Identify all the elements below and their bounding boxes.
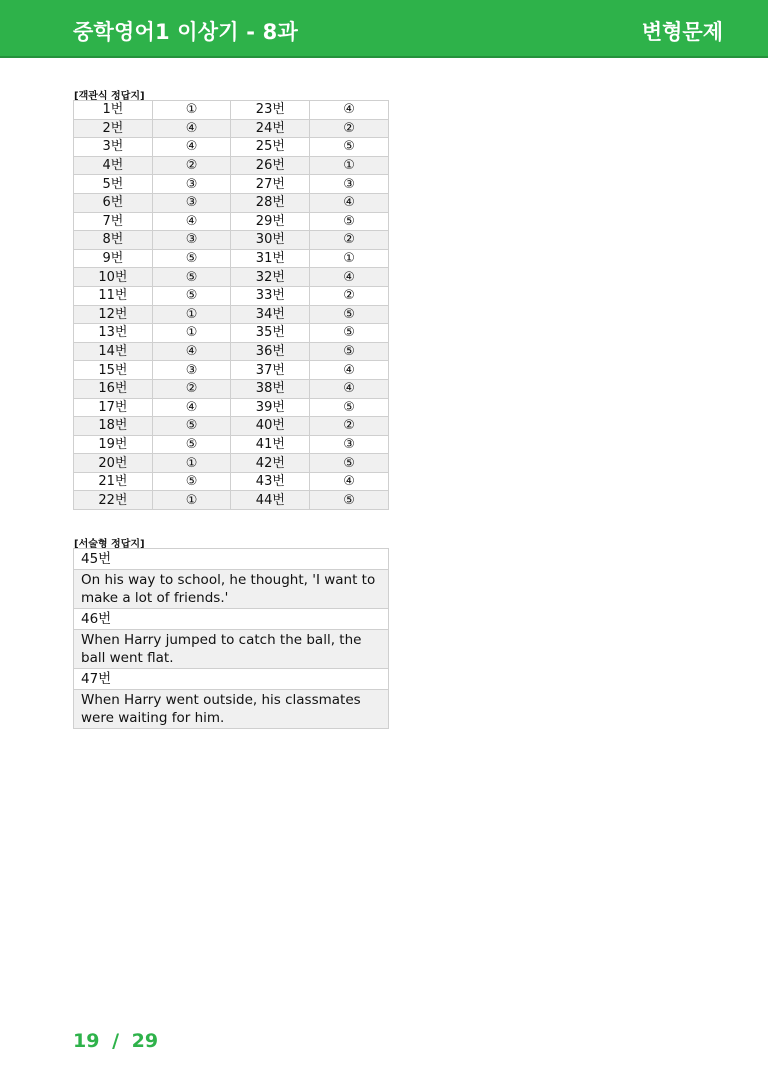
circled-number: ⑤	[343, 399, 355, 415]
answer-choice	[152, 379, 231, 398]
circled-number: ④	[185, 399, 198, 415]
answer-choice	[152, 101, 231, 120]
circled-number: ④	[185, 120, 198, 136]
essay-answer-text: On his way to school, he thought, 'I want to make a lot of friends.'	[74, 570, 389, 609]
answer-choice	[310, 342, 389, 361]
answer-choice	[152, 491, 231, 510]
circled-number: ④	[185, 139, 198, 155]
circled-number: ④	[343, 102, 355, 118]
answer-choice	[152, 175, 231, 194]
circled-number: ⑤	[343, 306, 355, 322]
table-row	[74, 101, 389, 120]
answer-choice	[152, 342, 231, 361]
answer-choice	[310, 472, 389, 491]
circled-number: ③	[185, 176, 198, 192]
essay-section-label: [서술형 정답지]	[74, 539, 145, 550]
circled-number: ⑤	[343, 344, 355, 360]
question-number: 26번	[231, 156, 310, 175]
table-row	[74, 435, 389, 454]
question-number: 42번	[231, 454, 310, 473]
circled-number: ⑤	[343, 455, 355, 471]
answer-choice	[310, 175, 389, 194]
circled-number: ④	[185, 213, 198, 229]
circled-number: ④	[185, 344, 198, 360]
page-current: 19	[73, 1030, 100, 1052]
answer-choice	[152, 472, 231, 491]
answer-choice	[152, 212, 231, 231]
answer-choice	[310, 156, 389, 175]
table-row	[74, 193, 389, 212]
answer-choice	[310, 138, 389, 157]
circled-number: ③	[343, 436, 355, 452]
answer-choice	[152, 324, 231, 343]
table-row	[74, 342, 389, 361]
question-number: 23번	[231, 101, 310, 120]
question-number: 9번	[74, 249, 153, 268]
circled-number: ④	[343, 381, 355, 397]
essay-question-row	[74, 609, 389, 630]
answer-choice	[310, 417, 389, 436]
question-number: 12번	[74, 305, 153, 324]
answer-choice	[152, 119, 231, 138]
answer-choice	[310, 398, 389, 417]
question-number: 19번	[74, 435, 153, 454]
question-number: 41번	[231, 435, 310, 454]
question-number: 22번	[74, 491, 153, 510]
question-number: 16번	[74, 379, 153, 398]
circled-number: ①	[185, 102, 198, 118]
essay-question-number: 46번	[74, 609, 389, 630]
question-number: 38번	[231, 379, 310, 398]
table-row	[74, 491, 389, 510]
question-number: 13번	[74, 324, 153, 343]
answer-choice	[152, 156, 231, 175]
table-row	[74, 324, 389, 343]
page-number	[73, 1030, 158, 1052]
circled-number: ①	[185, 306, 198, 322]
header-bar	[0, 0, 768, 58]
circled-number: ④	[343, 474, 355, 490]
answer-choice	[310, 119, 389, 138]
answer-choice	[152, 138, 231, 157]
table-row	[74, 175, 389, 194]
answer-choice	[310, 249, 389, 268]
question-number: 15번	[74, 361, 153, 380]
answer-choice	[152, 361, 231, 380]
answer-choice	[152, 286, 231, 305]
circled-number: ②	[343, 288, 355, 304]
table-row	[74, 398, 389, 417]
circled-number: ②	[343, 120, 355, 136]
question-number: 27번	[231, 175, 310, 194]
question-number: 39번	[231, 398, 310, 417]
question-number: 7번	[74, 212, 153, 231]
answer-choice	[152, 454, 231, 473]
essay-answer-row	[74, 630, 389, 669]
answer-choice	[310, 305, 389, 324]
question-number: 36번	[231, 342, 310, 361]
circled-number: ③	[185, 232, 198, 248]
circled-number: ③	[343, 176, 355, 192]
question-number: 43번	[231, 472, 310, 491]
circled-number: ②	[185, 381, 198, 397]
question-number: 37번	[231, 361, 310, 380]
mc-section-label: [객관식 정답지]	[74, 91, 145, 102]
essay-question-row	[74, 669, 389, 690]
circled-number: ①	[343, 158, 355, 174]
table-row	[74, 231, 389, 250]
question-number: 40번	[231, 417, 310, 436]
table-row	[74, 268, 389, 287]
answer-choice	[310, 286, 389, 305]
table-row	[74, 472, 389, 491]
circled-number: ⑤	[185, 251, 198, 267]
answer-choice	[310, 101, 389, 120]
table-row	[74, 286, 389, 305]
essay-question-number: 47번	[74, 669, 389, 690]
essay-answer-row	[74, 570, 389, 609]
document-type-label: 변형문제	[641, 20, 723, 44]
circled-number: ②	[185, 158, 198, 174]
answer-choice	[152, 193, 231, 212]
question-number: 33번	[231, 286, 310, 305]
answer-choice	[310, 454, 389, 473]
answer-choice	[310, 361, 389, 380]
answer-choice	[310, 324, 389, 343]
circled-number: ⑤	[185, 436, 198, 452]
question-number: 17번	[74, 398, 153, 417]
table-row	[74, 156, 389, 175]
circled-number: ⑤	[343, 213, 355, 229]
question-number: 32번	[231, 268, 310, 287]
question-number: 29번	[231, 212, 310, 231]
table-row	[74, 138, 389, 157]
circled-number: ②	[343, 418, 355, 434]
circled-number: ①	[343, 251, 355, 267]
question-number: 14번	[74, 342, 153, 361]
essay-answer-table	[73, 548, 389, 729]
circled-number: ④	[343, 362, 355, 378]
essay-answer-row	[74, 690, 389, 729]
answer-choice	[310, 212, 389, 231]
answer-choice	[152, 305, 231, 324]
circled-number: ⑤	[185, 474, 198, 490]
circled-number: ④	[343, 269, 355, 285]
table-row	[74, 305, 389, 324]
circled-number: ⑤	[185, 418, 198, 434]
document-title: 중학영어1 이상기 - 8과	[73, 20, 298, 44]
question-number: 44번	[231, 491, 310, 510]
question-number: 11번	[74, 286, 153, 305]
answer-choice	[310, 268, 389, 287]
question-number: 31번	[231, 249, 310, 268]
table-row	[74, 454, 389, 473]
question-number: 1번	[74, 101, 153, 120]
answer-choice	[152, 417, 231, 436]
circled-number: ①	[185, 492, 198, 508]
essay-answer-text: When Harry jumped to catch the ball, the ball went flat.	[74, 630, 389, 669]
answer-choice	[310, 193, 389, 212]
question-number: 2번	[74, 119, 153, 138]
circled-number: ④	[343, 195, 355, 211]
table-row	[74, 119, 389, 138]
table-row	[74, 212, 389, 231]
circled-number: ⑤	[343, 492, 355, 508]
circled-number: ②	[343, 232, 355, 248]
question-number: 8번	[74, 231, 153, 250]
table-row	[74, 361, 389, 380]
question-number: 5번	[74, 175, 153, 194]
question-number: 20번	[74, 454, 153, 473]
essay-answer-text: When Harry went outside, his classmates were waiting for him.	[74, 690, 389, 729]
answer-choice	[152, 268, 231, 287]
answer-choice	[152, 231, 231, 250]
answer-choice	[152, 249, 231, 268]
question-number: 21번	[74, 472, 153, 491]
circled-number: ③	[185, 195, 198, 211]
answer-choice	[152, 398, 231, 417]
question-number: 10번	[74, 268, 153, 287]
question-number: 28번	[231, 193, 310, 212]
circled-number: ⑤	[343, 325, 355, 341]
circled-number: ⑤	[343, 139, 355, 155]
essay-question-number: 45번	[74, 549, 389, 570]
page-total: 29	[131, 1030, 159, 1052]
circled-number: ⑤	[185, 269, 198, 285]
answer-choice	[310, 435, 389, 454]
question-number: 4번	[74, 156, 153, 175]
table-row	[74, 249, 389, 268]
circled-number: ①	[185, 325, 198, 341]
table-row	[74, 417, 389, 436]
question-number: 3번	[74, 138, 153, 157]
circled-number: ③	[185, 362, 198, 378]
answer-choice	[310, 379, 389, 398]
question-number: 35번	[231, 324, 310, 343]
question-number: 24번	[231, 119, 310, 138]
question-number: 34번	[231, 305, 310, 324]
question-number: 6번	[74, 193, 153, 212]
question-number: 30번	[231, 231, 310, 250]
answer-choice	[310, 231, 389, 250]
answer-choice	[152, 435, 231, 454]
circled-number: ①	[185, 455, 198, 471]
essay-question-row	[74, 549, 389, 570]
table-row	[74, 379, 389, 398]
circled-number: ⑤	[185, 288, 198, 304]
answer-choice	[310, 491, 389, 510]
question-number: 18번	[74, 417, 153, 436]
question-number: 25번	[231, 138, 310, 157]
page-separator: /	[112, 1030, 120, 1052]
mc-answer-table	[73, 100, 389, 510]
